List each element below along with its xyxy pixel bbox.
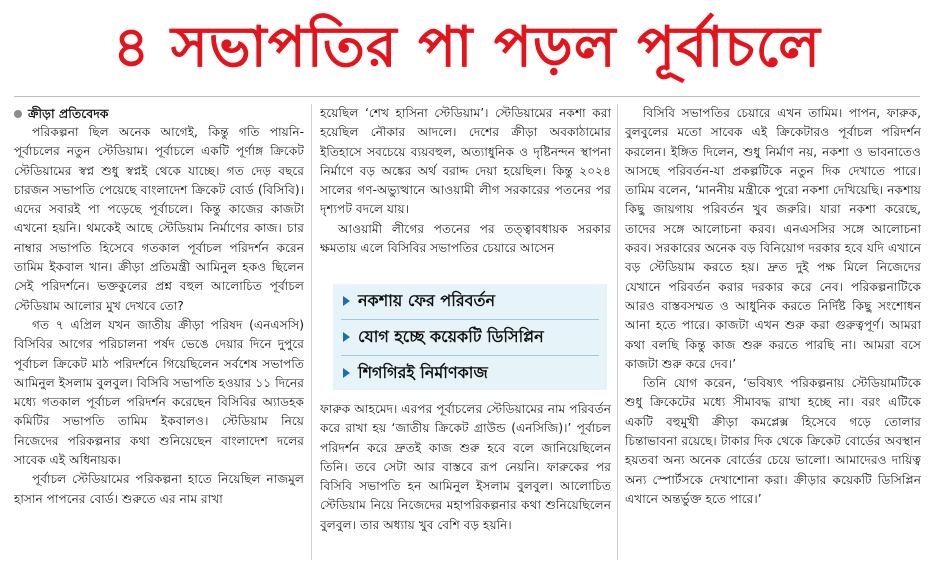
- arrow-right-icon: [343, 296, 350, 306]
- highlight-text: শিগগিরই নির্মাণকাজ: [358, 362, 488, 382]
- highlight-item: [333, 284, 607, 318]
- arrow-right-icon: [343, 368, 350, 378]
- highlights-box: [333, 284, 607, 390]
- highlight-text: নকশায় ফের পরিবর্তন: [358, 290, 496, 310]
- article-column-2-bottom: [320, 400, 611, 560]
- highlight-text: যোগ হচ্ছে কয়েকটি ডিসিপ্লিন: [358, 326, 544, 346]
- paragraph: পরিকল্পনা ছিল অনেক আগেই, কিন্তু গতি পায়নি-পূর্বাচলের নতুন স্টেডিয়াম। পূর্বাচলে একটি পূর্ণাঙ্গ ক্রিকেট স্টেডিয়ামের স্বপ্ন শুধু স্বপ্নই থেকে যাচ্ছে। গত দেড় বছরে চারজন সভাপতি পেয়েছে বাংলাদেশ ক্রিকেট বোর্ড (বিসিবি)। এদের সবারই পা পড়েছে পূর্বাচলে। কিন্তু কাজের কাজটা এখনো হয়নি। থমকেই আছে স্টেডিয়াম নির্মাণের কাজ। চার নাম্বার সভাপতি হিসেবে গতকাল পূর্বাচল পরিদর্শন করেন তামিম ইকবাল খান। ক্রীড়া প্রতিমন্ত্রী আমিনুল হকও ছিলেন সেই পরিদর্শনে। ভক্তকুলের প্রশ্ন বহুল আলোচিত পূর্বাচল স্টেডিয়াম আলোর মুখ দেখবে তো?: [14, 125, 304, 313]
- highlight-item: [333, 320, 607, 354]
- article-column-2-top: [320, 104, 611, 274]
- paragraph: তিনি যোগ করেন, ‘ভবিষ্যৎ পরিকল্পনায় স্টেডিয়ামটিকে শুধু ক্রিকেটের মধ্যে সীমাবদ্ধ রাখা হচ্ছে না। বরং এটিকে একটি বহুমুখী ক্রীড়া কমপ্লেক্স হিসেবে গড়ে তোলার চিন্তাভাবনা রয়েছে। টাকার দিক থেকে ক্রিকেট বোর্ডের অবস্থান হয়তবা অন্য অনেক বোর্ডের চেয়ে ভালো। আমাদেরও দায়িত্ব অন্য স্পোর্টসকে দেখাশোনা করা। ক্রীড়ার কয়েকটি ডিসিপ্লিন এখানে অন্তর্ভুক্ত হতে পারে।’: [625, 376, 921, 506]
- bullet-dot-icon: [14, 110, 22, 118]
- column-divider: [311, 104, 312, 560]
- paragraph: পূর্বাচল স্টেডিয়ামের পরিকল্পনা হাতে নিয়েছিল নাজমুল হাসান পাপনের বোর্ড। শুরুতে এর নাম রাখা: [14, 472, 304, 506]
- headline-divider: [14, 96, 920, 97]
- paragraph: ফারুক আহমেদ। এরপর পূর্বাচলের স্টেডিয়ামের নাম পরিবর্তন করে রাখা হয় ‘জাতীয় ক্রিকেট গ্রাউন্ড (এনসিজি)।’ পূর্বাচল পরিদর্শন করে দ্রুতই কাজ শুরু হবে বলে জানিয়েছিলেন তিনি। তবে সেটা আর বাস্তবে রূপ নেয়নি। ফারুকের পর বিসিবি সভাপতি হন আমিনুল ইসলাম বুলবুল। আলোচিত স্টেডিয়াম নিয়ে নিজেদের মহাপরিকল্পনার কথা শুনিয়েছিলেন বুলবুল। তার অধ্যায় খুব বেশি বড় হয়নি।: [320, 402, 611, 532]
- paragraph: বিসিবি সভাপতির চেয়ারে এখন তামিম। পাপন, ফারুক, বুলবুলের মতো সাবেক এই ক্রিকেটারও পূর্বাচল পরিদর্শন করলেন। ইঙ্গিত দিলেন, শুধু নির্মাণ নয়, নকশা ও ভাবনাতেও আসছে পরিবর্তন-যা প্রকল্পটিকে নতুন দিক দেখাতে পারে। তামিম বলেন, ‘মাননীয় মন্ত্রীকে পুরো নকশা দেখিয়েছি। নকশায় কিছু জায়গায় পরিবর্তন খুব জরুরি। যারা নকশা করেছে, তাদের সঙ্গে আলোচনা করব। এনএসসির সঙ্গে আলোচনা করব। সরকারের অনেক বড় বিনিয়োগ দরকার হবে যদি এখানে বড় স্টেডিয়াম করতে হয়। দ্রুত দুই পক্ষ মিলে নিজেদের যেখানে পরিবর্তন করার দরকার করে নেব। পরিকল্পনাটিকে আরও বাস্তবসম্মত ও আধুনিক করতে নির্দিষ্ট কিছু সংশোধন আনা হতে পারে। কাজটা এখন শুরু করা গুরুত্বপূর্ণ। আমরা কথা বলছি কিন্তু কাজ শুরু করতে পারছি না। আমরা বসে কাজটা শুরু করে দেব।’: [625, 106, 921, 371]
- article-column-1: [14, 104, 304, 562]
- paragraph: হয়েছিল ‘শেখ হাসিনা স্টেডিয়াম’। স্টেডিয়ামের নকশা করা হয়েছিল নৌকার আদলে। দেশের ক্রীড়া অবকাঠামোর ইতিহাসে সবচেয়ে ব্যয়বহুল, অত্যাধুনিক ও দৃষ্টিনন্দন স্থাপনা নির্মাণে বড় অঙ্কের অর্থ বরাদ্দ দেয়া হয়েছিল। কিন্তু ২০২৪ সালের গণ-অভ্যুত্থানে আওয়ামী লীগ সরকারের পতনের পর দৃশ্যপট বদলে যায়।: [320, 106, 611, 217]
- byline-text: ক্রীড়া প্রতিবেদক: [28, 106, 109, 121]
- article-column-3: [625, 104, 921, 562]
- arrow-right-icon: [343, 332, 350, 342]
- highlight-item: [333, 356, 607, 390]
- headline: ৪ সভাপতির পা পড়ল পূর্বাচলে: [113, 15, 821, 80]
- byline: [14, 104, 304, 123]
- column-divider: [617, 104, 618, 560]
- paragraph: আওয়ামী লীগের পতনের পর তত্ত্বাবধায়ক সরকার ক্ষমতায় এলে বিসিবির সভাপতির চেয়ারে আসেন: [320, 221, 611, 256]
- paragraph: গত ৭ এপ্রিল যখন জাতীয় ক্রীড়া পরিষদ (এনএসসি) বিসিবির আগের পরিচালনা পর্ষদ ভেঙে দেয়ার দিনে দুপুরে পূর্বাচল ক্রিকেট মাঠ পরিদর্শনে গিয়েছিলেন সর্বশেষ সভাপতি আমিনুল ইসলাম বুলবুল। বিসিবি সভাপতি হওয়ার ১১ দিনের মধ্যে গতকাল পূর্বাচল পরিদর্শন করেছেন বিসিবির অ্যাডহক কমিটির সভাপতি তামিম ইকবালও। স্টেডিয়াম নিয়ে নিজেদের পরিকল্পনার কথা শুনিয়েছেন বাংলাদেশ দলের সাবেক এই অধিনায়ক।: [14, 317, 304, 468]
